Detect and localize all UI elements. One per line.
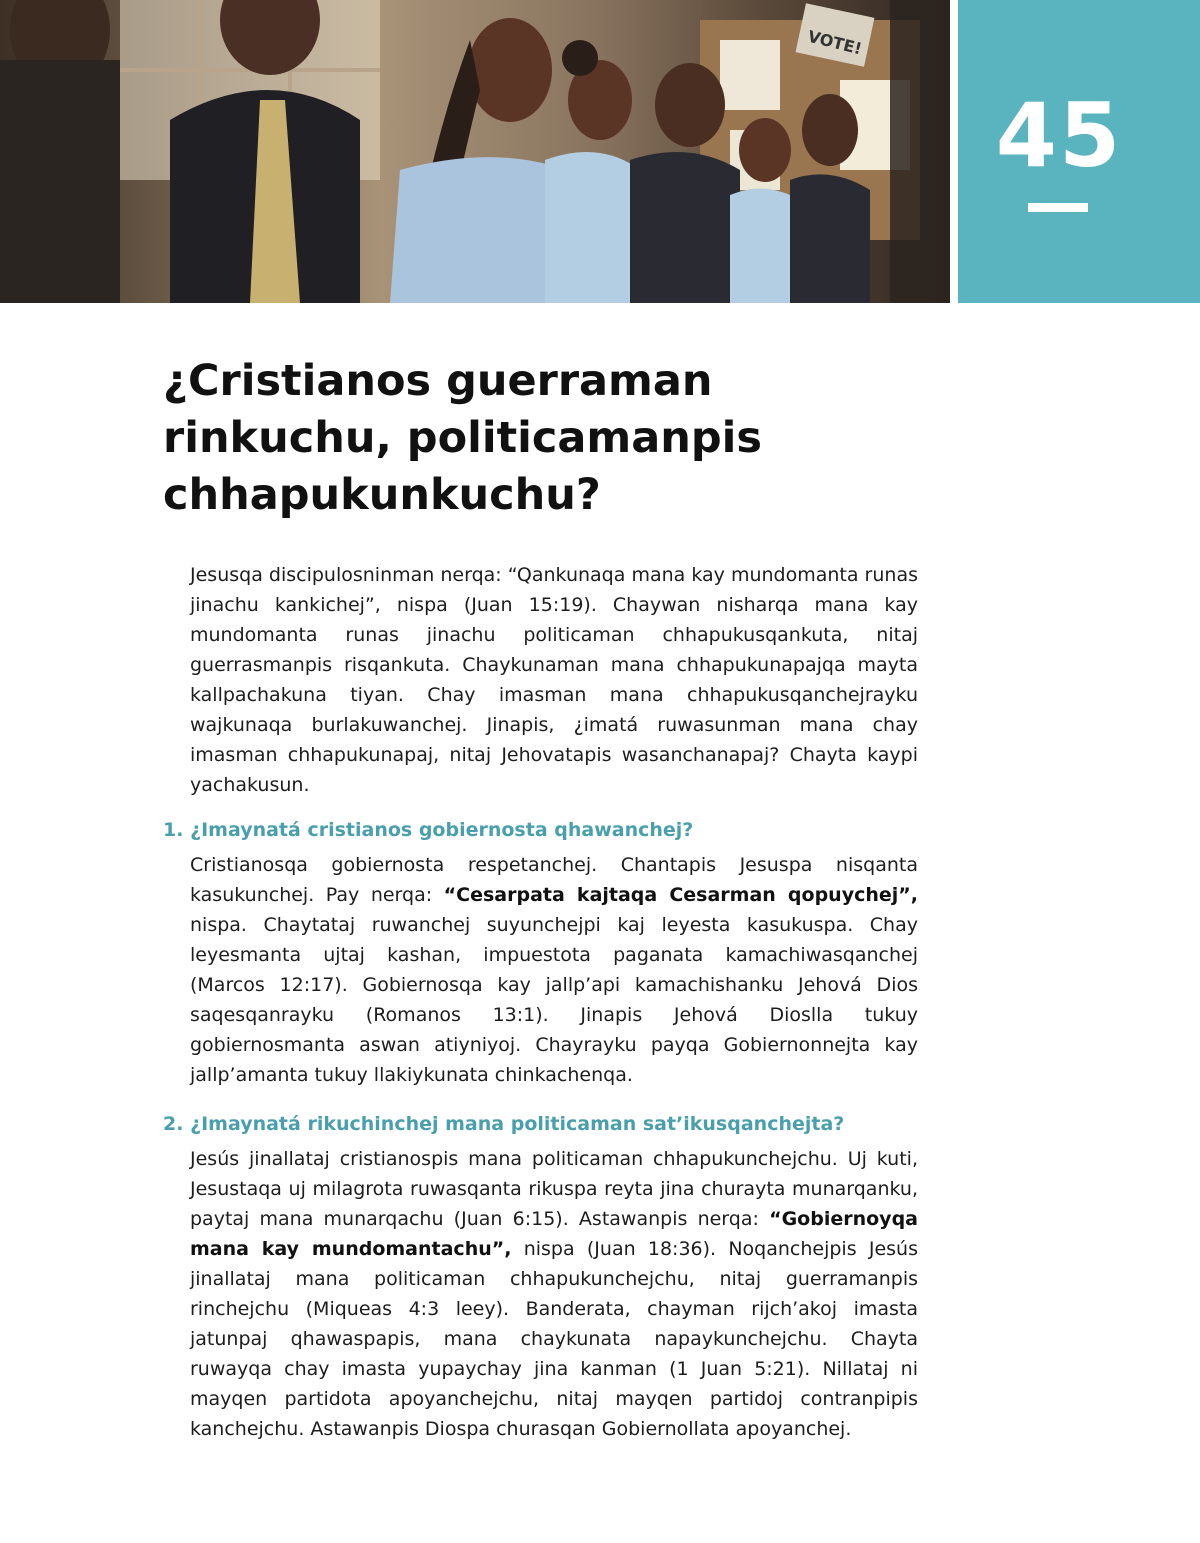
lesson-number: 45 <box>995 84 1123 187</box>
intro-paragraph: Jesusqa discipulosninman nerqa: “Qankunaqa mana kay mundomanta runas jinachu kankichej”, nispa (Juan 15:19). Chaywan nisharqa mana kay mundomanta runas jinachu politicaman chhapukusqankuta, nitaj guerrasmanpis risqankuta. Chaykunaman mana chhapukunapajqa mayta kallpachakuna tiyan. Chay imasman mana chhapukusqanchejrayku wajkunaqa burlakuwanchej. Jinapis, ¿imatá ruwasunman mana chay imasman chhapukunapaj, nitaj Jehovatapis wasanchanapaj? Chayta kaypi yachakusun. <box>190 564 918 796</box>
section-2-quote: “Gobiernoyqa mana kay mundomantachu”, <box>190 1208 918 1260</box>
section-1-question-text: ¿Imaynatá cristianos gobiernosta qhawanchej? <box>190 819 694 841</box>
page-title: ¿Cristianos guerraman rinkuchu, politicamanpis chhapukunkuchu? <box>163 356 762 520</box>
section-2-text-before: Jesús jinallataj cristianospis mana politicaman chhapukunchejchu. Uj kuti, Jesustaqa uj milagrota ruwasqanta rikuspa reyta jina churayta munarqanku, paytaj mana munarqachu (Juan 6:15). Astawanpis nerqa: <box>190 1148 918 1230</box>
section-1-text-after: nispa. Chaytataj ruwanchej suyunchejpi kaj leyesta kasukuspa. Chay leyesmanta ujtaj kashan, impuestota paganata kamachiwasqanchej (Marcos 12:17). Gobiernosqa kay jallp’api kamachishanku Jehová Dios saqesqanrayku (Romanos 13:1). Jinapis Jehová Dioslla tukuy gobiernosmanta aswan atiyniyoj. Chayrayku payqa Gobiernonnejta kay jallp’amanta tukuy llakiykunata chinkachenqa. <box>190 914 918 1086</box>
student-boy-vest <box>630 63 740 303</box>
hero-photo <box>0 0 950 303</box>
section-2-question <box>163 1109 943 1139</box>
lesson-number-underline <box>1028 203 1088 212</box>
lesson-number-box <box>958 0 1200 303</box>
section-2-answer <box>190 1144 918 1444</box>
section-1-number: 1. <box>163 819 184 841</box>
section-2-question-text: ¿Imaynatá rikuchinchej mana politicaman sat’ikusqanchejta? <box>190 1113 845 1135</box>
vote-sign: VOTE! <box>805 26 864 59</box>
student-left-dark <box>0 0 120 303</box>
student-girl-bun <box>545 40 640 303</box>
section-2-number: 2. <box>163 1113 184 1135</box>
section-1-answer <box>190 850 918 1090</box>
section-1-question <box>163 815 943 845</box>
section-1-quote: “Cesarpata kajtaqa Cesarman qopuychej”, <box>443 884 918 906</box>
section-1-text-before: Cristianosqa gobiernosta respetanchej. Chantapis Jesuspa nisqanta kasukunchej. Pay nerqa: <box>190 854 918 906</box>
classroom-illustration <box>0 0 950 303</box>
section-2-text-after: nispa (Juan 18:36). Noqanchejpis Jesús jinallataj mana politicaman chhapukunchejchu, nitaj guerramanpis rinchejchu (Miqueas 4:3 leey). Banderata, chayman rijch’akoj imasta jatunpaj qhawaspapis, mana chaykunata napaykunchejchu. Chayta ruwayqa chay imasta yupaychay jina kanman (1 Juan 5:21). Nillataj ni mayqen partidota apoyanchejchu, nitaj mayqen partidoj contranpipis kanchejchu. Astawanpis Diospa churasqan Gobiernollata apoyanchej. <box>190 1238 918 1440</box>
